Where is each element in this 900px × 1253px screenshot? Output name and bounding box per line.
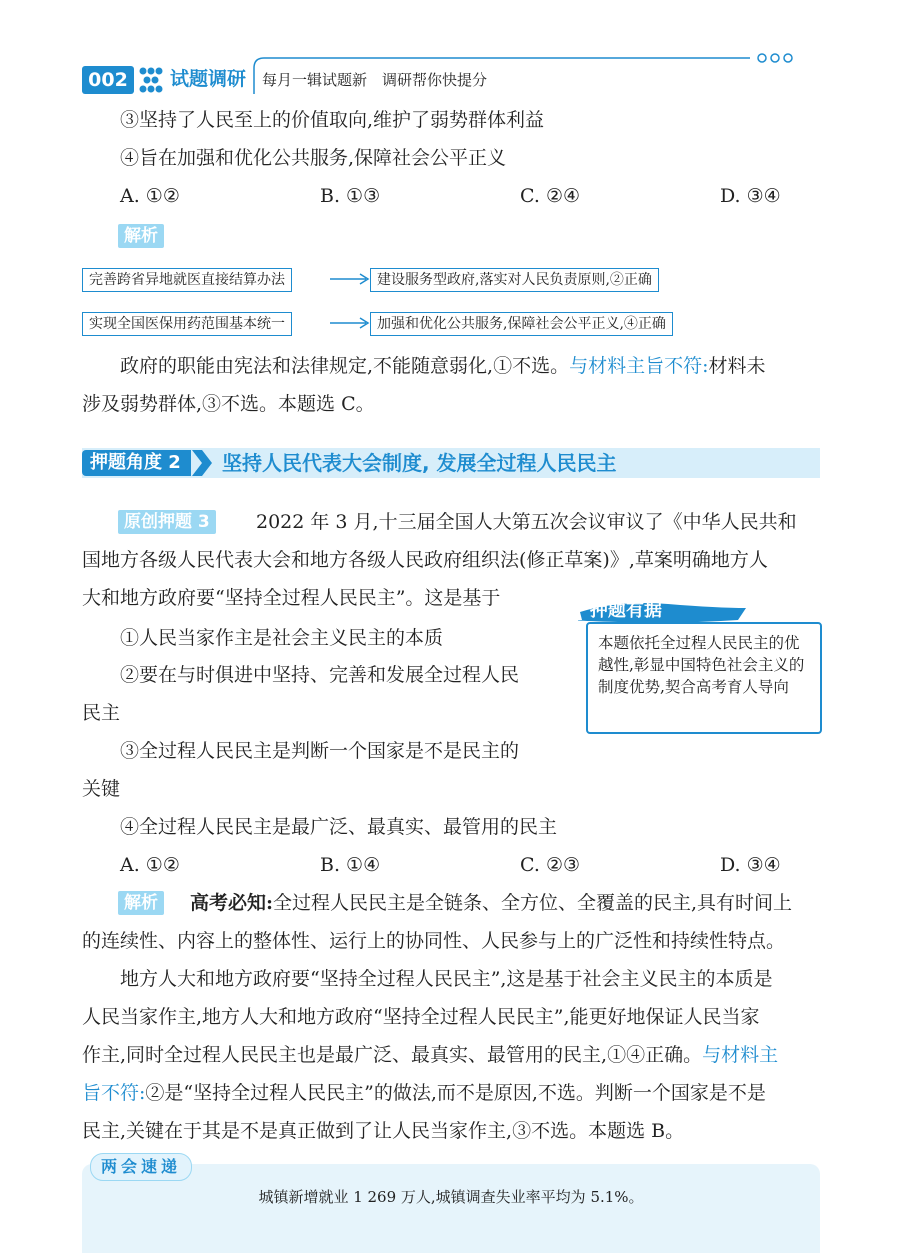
question-stem: 2022 年 3 月,十三届全国人大第五次会议审议了《中华人民共和: [256, 511, 797, 533]
arrow-right-icon: [330, 316, 372, 330]
news-tag: 两会速递: [90, 1153, 192, 1181]
analysis-tag: 解析: [118, 224, 164, 248]
analysis-text: 高考必知:全过程人民民主是全链条、全方位、全覆盖的民主,具有时间上: [190, 892, 793, 914]
section-title: 试题调研: [170, 68, 247, 90]
option-2: 民主: [82, 702, 121, 724]
option-2: ②要在与时俱进中坚持、完善和发展全过程人民: [120, 664, 520, 686]
analysis-text: 民主,关键在于其是不是真正做到了让人民当家作主,③不选。本题选 B。: [82, 1120, 685, 1142]
side-note-title: 押题有据: [590, 600, 662, 621]
option-4: ④旨在加强和优化公共服务,保障社会公平正义: [120, 147, 507, 169]
choice-a: A. ①②: [120, 185, 180, 207]
option-3: ③全过程人民民主是判断一个国家是不是民主的: [120, 740, 520, 762]
choice-a: A. ①②: [120, 854, 180, 876]
choice-c: C. ②③: [520, 854, 581, 876]
option-1: ①人民当家作主是社会主义民主的本质: [120, 627, 444, 649]
flow-right-1: 建设服务型政府,落实对人民负责原则,②正确: [370, 268, 659, 292]
analysis-tag: 解析: [118, 891, 164, 915]
option-3: ③坚持了人民至上的价值取向,维护了弱势群体利益: [120, 109, 545, 131]
arrow-right-icon: [330, 272, 372, 286]
analysis-text: 涉及弱势群体,③不选。本题选 C。: [82, 393, 375, 415]
option-4: ④全过程人民民主是最广泛、最真实、最管用的民主: [120, 816, 558, 838]
flow-left-2: 实现全国医保用药范围基本统一: [82, 312, 292, 336]
header-slogan: 每月一辑试题新 调研帮你快提分: [262, 71, 488, 89]
choice-d: D. ③④: [720, 185, 781, 207]
topic-label: 押题角度 2: [82, 450, 191, 476]
choice-b: B. ①③: [320, 185, 381, 207]
analysis-text: 人民当家作主,地方人大和地方政府“坚持全过程人民民主”,能更好地保证人民当家: [82, 1006, 760, 1028]
analysis-text: 政府的职能由宪法和法律规定,不能随意弱化,①不选。与材料主旨不符:材料未: [120, 355, 766, 377]
choice-c: C. ②④: [520, 185, 581, 207]
question-stem: 国地方各级人民代表大会和地方各级人民政府组织法(修正草案)》,草案明确地方人: [82, 549, 768, 571]
analysis-text: 的连续性、内容上的整体性、运行上的协同性、人民参与上的广泛性和持续性特点。: [82, 930, 786, 952]
analysis-text: 作主,同时全过程人民民主也是最广泛、最真实、最管用的民主,①④正确。与材料主: [82, 1044, 779, 1066]
flow-right-2: 加强和优化公共服务,保障社会公平正义,④正确: [370, 312, 673, 336]
question-stem: 大和地方政府要“坚持全过程人民民主”。这是基于: [82, 587, 501, 609]
side-note-text: 本题依托全过程人民民主的优越性,彰显中国特色社会主义的制度优势,契合高考育人导向: [598, 634, 805, 696]
chevron-right-icon: [192, 450, 214, 476]
question-tag: 原创押题 3: [118, 510, 216, 534]
choice-b: B. ①④: [320, 854, 381, 876]
news-text: 城镇新增就业 1 269 万人,城镇调查失业率平均为 5.1%。: [258, 1188, 644, 1206]
topic-title: 坚持人民代表大会制度, 发展全过程人民民主: [222, 451, 617, 475]
flow-left-1: 完善跨省异地就医直接结算办法: [82, 268, 292, 292]
page-number: 002: [82, 66, 134, 94]
analysis-text: 旨不符:②是“坚持全过程人民民主”的做法,而不是原因,不选。判断一个国家是不是: [82, 1082, 766, 1104]
choice-d: D. ③④: [720, 854, 781, 876]
news-box: [82, 1164, 820, 1253]
analysis-text: 地方人大和地方政府要“坚持全过程人民民主”,这是基于社会主义民主的本质是: [120, 968, 773, 990]
option-3: 关键: [82, 778, 121, 800]
dots-logo-icon: [138, 66, 164, 94]
